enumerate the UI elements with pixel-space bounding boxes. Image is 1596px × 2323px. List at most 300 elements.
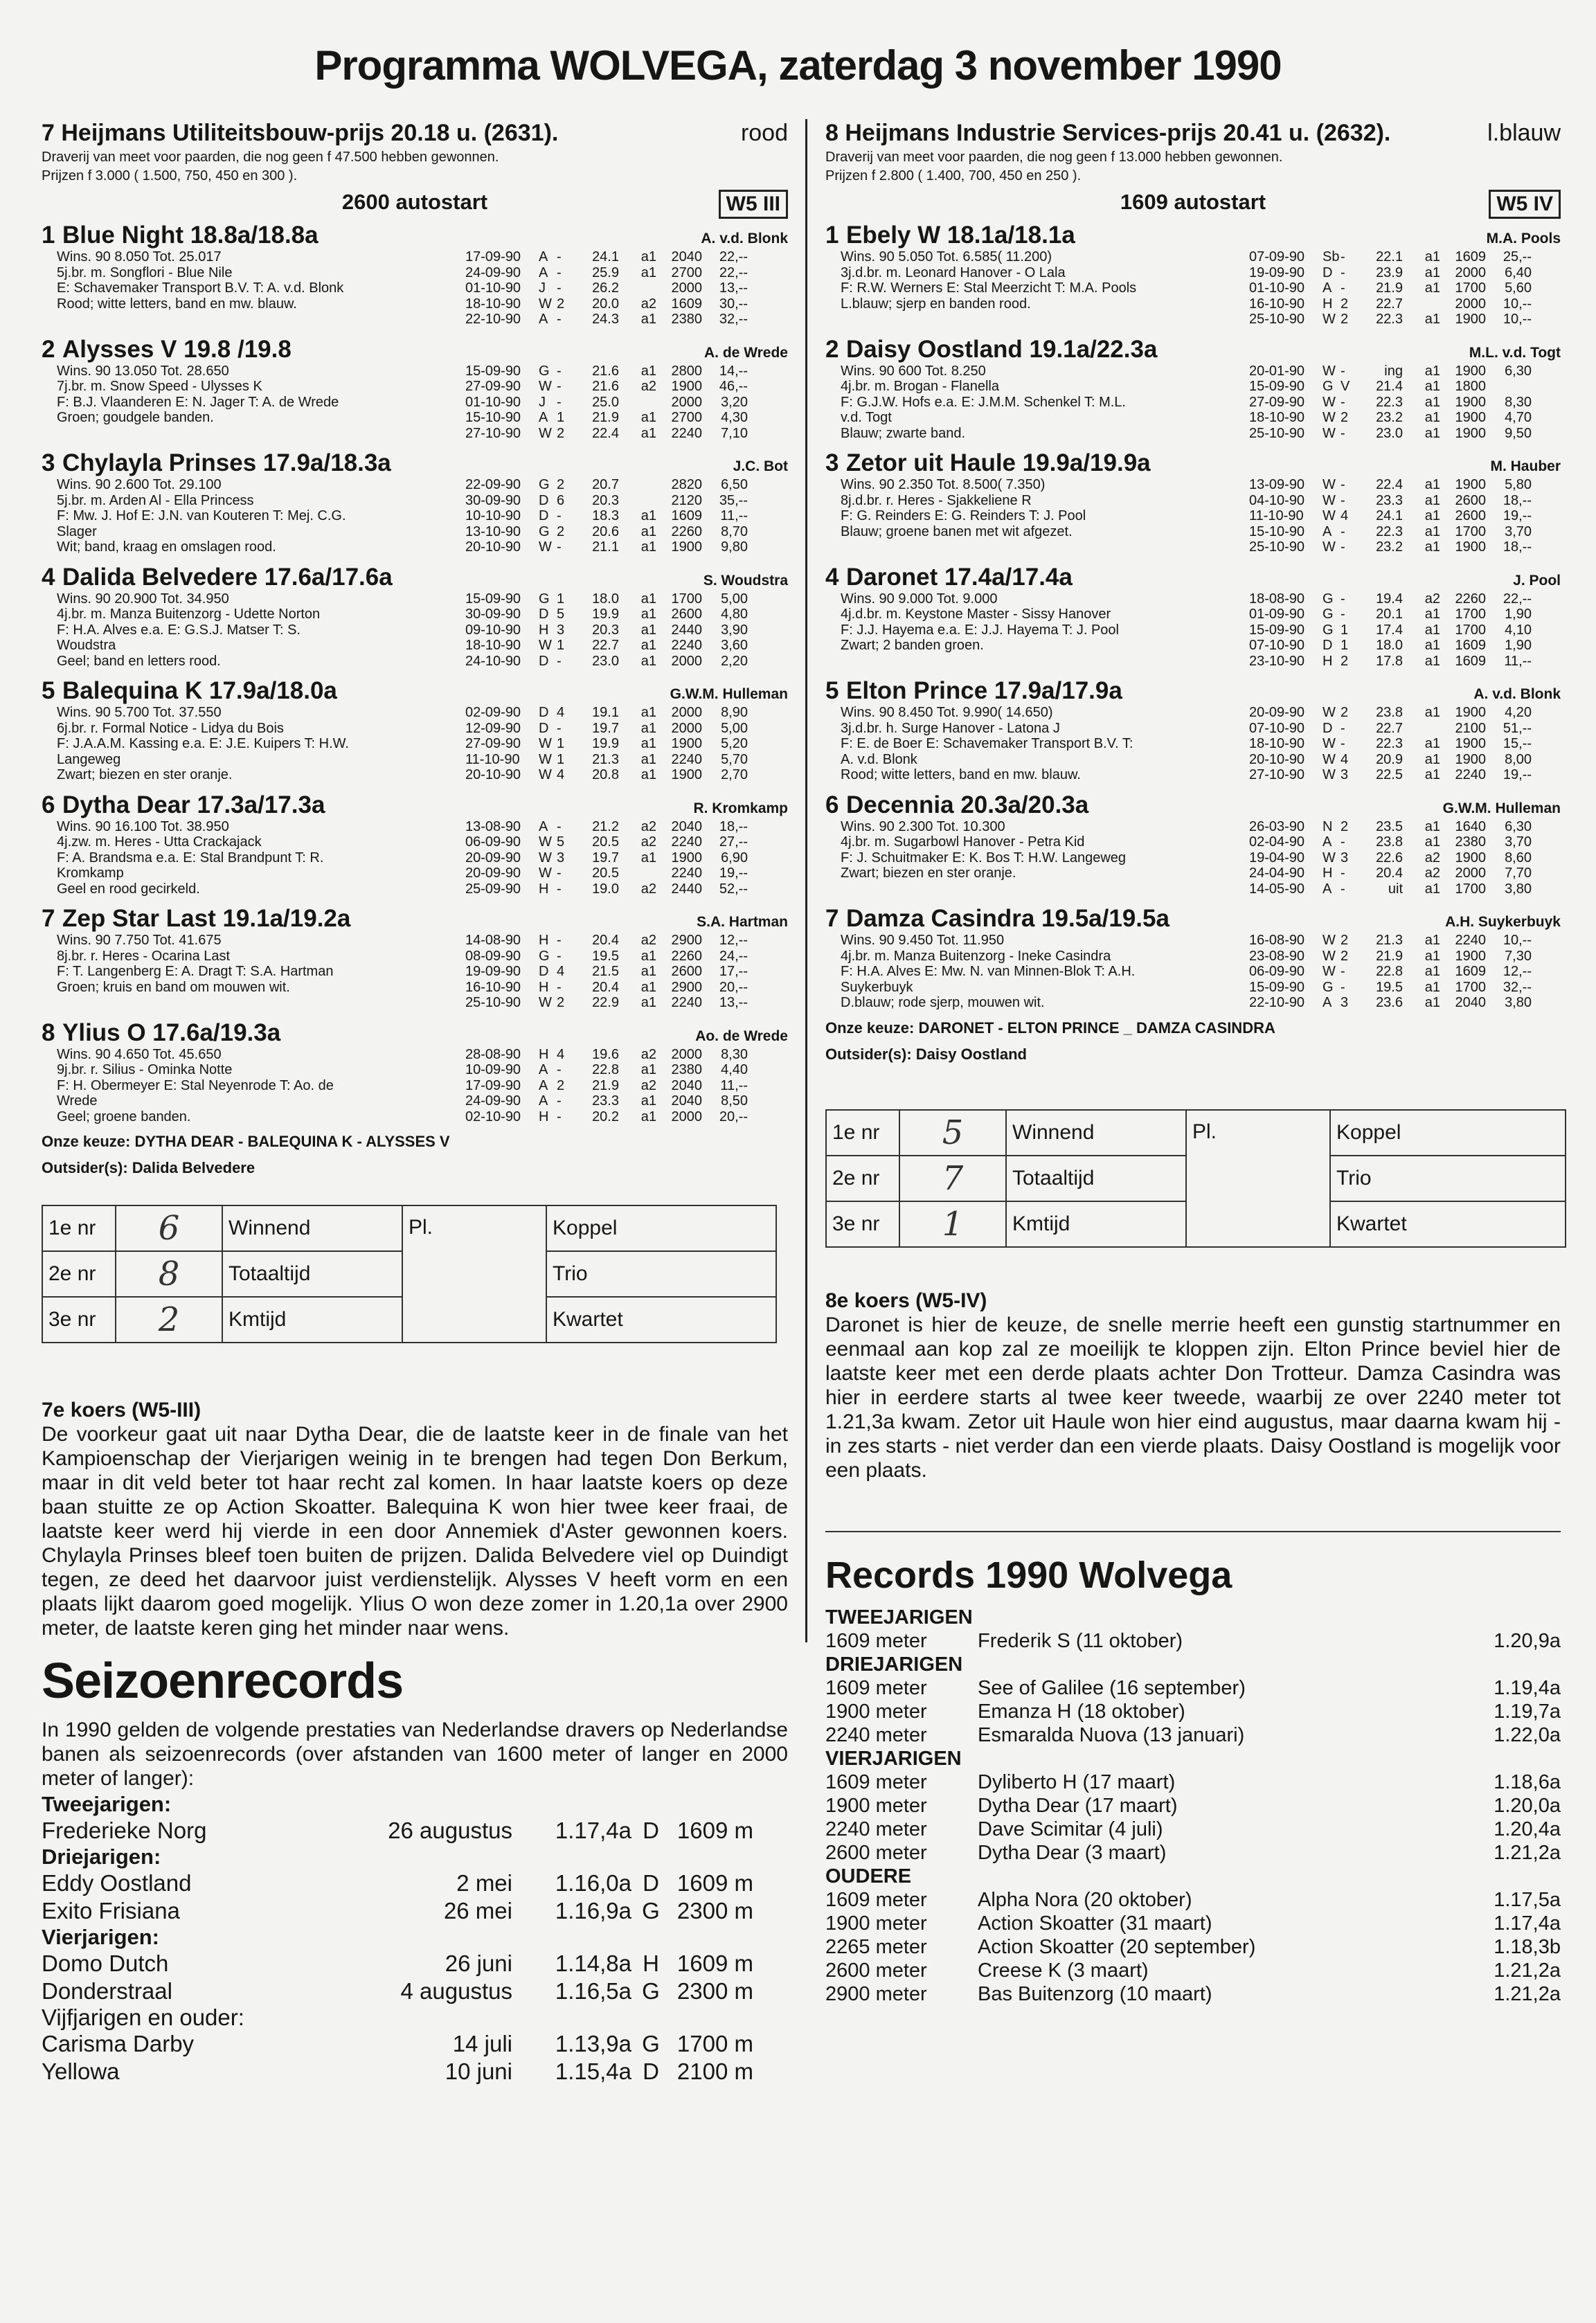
start-cell: 09-10-90: [465, 622, 521, 638]
horse-info-line: 5j.br. m. Arden Al - Ella Princess: [57, 492, 254, 508]
horse-info: [57, 1047, 465, 1125]
start-cell: a2: [640, 379, 656, 394]
start-cell: 24.1: [1376, 508, 1403, 523]
season-record-cell: 1609 m: [676, 1870, 753, 1896]
horse-number: 7: [42, 905, 55, 932]
start-cell: [1486, 379, 1532, 395]
horse-info-line: Wins. 90 5.700 Tot. 37.550: [57, 705, 222, 720]
start-cell: 22.3: [1376, 523, 1403, 539]
start-cell: 2240: [1455, 933, 1486, 948]
horse-entry: [42, 791, 788, 897]
start-cell: 11,--: [720, 508, 748, 523]
start-cell: a1: [640, 508, 656, 523]
start-cell: 2700: [671, 264, 702, 280]
start-cell: 2000: [1455, 296, 1486, 312]
start-cell: 23.9: [1376, 264, 1403, 280]
start-cell: a1: [640, 720, 656, 736]
start-cell: 07-10-90: [1249, 720, 1305, 736]
start-cell: 22.8: [592, 1062, 619, 1077]
start-cell: 21.9: [592, 410, 619, 425]
start-cell: 11,--: [720, 1077, 748, 1093]
start-cell: 19.7: [592, 850, 619, 865]
start-row: [1249, 995, 1561, 1011]
season-record-cell: G: [642, 1978, 660, 2004]
horse-info-line: E: Schavemaker Transport B.V. T: A. v.d. Blonk: [57, 280, 344, 296]
recent-starts: [1249, 477, 1561, 555]
start-cell: -: [557, 394, 562, 410]
record-category: Tweejarigen:: [42, 1792, 172, 1816]
season-record-cell: G: [642, 2031, 660, 2056]
start-cell: -: [1341, 539, 1345, 555]
horse-info-line: Wins. 90 5.050 Tot. 6.585( 11.200): [841, 249, 1052, 264]
start-cell: 06-09-90: [1249, 964, 1305, 979]
horse-info: [841, 819, 1249, 897]
start-cell: 18,--: [1503, 492, 1532, 508]
start-row: [1249, 395, 1561, 411]
start-row: [465, 1062, 788, 1078]
season-record-cell: D: [643, 1870, 659, 1896]
horse-info-line: D.blauw; rode sjerp, mouwen wit.: [841, 995, 1045, 1010]
start-cell: 30,--: [719, 296, 748, 312]
horse-info-line: Wins. 90 9.450 Tot. 11.950: [841, 933, 1005, 948]
start-row: [465, 410, 788, 426]
start-cell: 20.8: [592, 767, 619, 782]
start-cell: 22.8: [1376, 964, 1403, 979]
start-cell: [619, 395, 656, 411]
start-cell: G: [1322, 979, 1334, 995]
start-cell: a1: [640, 1093, 656, 1109]
start-cell: V: [1341, 379, 1350, 394]
start-cell: 2600: [1455, 492, 1486, 508]
bet-row: [42, 1205, 776, 1251]
start-row: [1249, 477, 1561, 493]
horse-name: [825, 677, 1122, 705]
start-cell: 10,--: [1503, 312, 1532, 327]
start-cell: 1: [1341, 638, 1349, 653]
horse-driver: M.A. Pools: [1486, 231, 1561, 246]
track-record-cell: 2265 meter: [825, 1935, 927, 1958]
horse-number: 2: [825, 335, 839, 363]
start-cell: W: [539, 539, 552, 555]
horse-number: 3: [825, 449, 839, 476]
start-cell: G: [539, 477, 550, 492]
start-cell: 18.0: [592, 591, 619, 607]
outsider: Outsider(s): Daisy Oostland: [825, 1045, 1027, 1063]
start-cell: H: [539, 933, 549, 948]
horse-info-line: F: R.W. Werners E: Stal Meerzicht T: M.A. Pools: [841, 280, 1137, 296]
start-cell: 32,--: [1503, 979, 1532, 995]
start-cell: W: [539, 850, 552, 865]
start-cell: 1900: [1455, 363, 1486, 379]
start-cell: 1,90: [1505, 607, 1532, 622]
track-record-row: [825, 1818, 1561, 1841]
start-cell: 6,30: [1505, 363, 1532, 379]
bet-type: Kmtijd: [1006, 1201, 1186, 1247]
start-cell: 30-09-90: [465, 607, 521, 622]
start-cell: 26-03-90: [1249, 818, 1305, 834]
horse-info: [841, 591, 1249, 670]
start-cell: a1: [640, 979, 656, 995]
start-cell: G: [539, 523, 550, 539]
start-cell: [619, 477, 656, 493]
start-cell: A: [1322, 995, 1332, 1010]
start-cell: 20-10-90: [1249, 751, 1305, 767]
start-row: [1249, 265, 1561, 281]
start-row: [465, 364, 788, 379]
start-cell: 8,50: [721, 1093, 748, 1109]
start-cell: H: [1322, 296, 1333, 312]
start-cell: 1700: [671, 591, 702, 607]
horse-header: [42, 905, 788, 933]
horse-info-line: Langeweg: [57, 751, 121, 767]
track-record-cell: 2900 meter: [825, 1982, 927, 2005]
start-cell: W: [1322, 363, 1336, 379]
track-record-cell: Dyliberto H (17 maart): [978, 1770, 1176, 1793]
horse-info-line: Wins. 90 9.000 Tot. 9.000: [841, 591, 998, 607]
horse-info-line: 6j.br. r. Formal Notice - Lidya du Bois: [57, 720, 284, 736]
start-row: [465, 607, 788, 622]
track-record-row: [825, 1794, 1561, 1818]
start-cell: 22.6: [1376, 850, 1403, 865]
start-cell: 25.0: [592, 394, 619, 410]
start-cell: A: [1322, 834, 1332, 850]
start-cell: 25-09-90: [465, 881, 521, 897]
season-record-cell: Yellowa: [42, 2059, 120, 2084]
track-record-cell: Action Skoatter (31 maart): [978, 1912, 1212, 1935]
recent-starts: [465, 1047, 788, 1125]
bet-form: [42, 1205, 777, 1343]
horse-info-line: Zwart; biezen en ster oranje.: [841, 865, 1016, 881]
start-cell: a1: [640, 607, 656, 622]
start-cell: D: [539, 607, 549, 622]
start-cell: a1: [1424, 312, 1440, 327]
start-cell: -: [1341, 736, 1345, 751]
horse-entry: [42, 222, 788, 328]
start-cell: 16-10-90: [465, 979, 521, 995]
start-cell: a1: [1424, 834, 1440, 850]
start-cell: [1403, 296, 1440, 312]
start-cell: W: [539, 638, 552, 653]
start-cell: 19-09-90: [465, 964, 521, 979]
start-cell: 2: [1341, 818, 1349, 834]
horse-info-line: F: J. Schuitmaker E: K. Bos T: H.W. Langeweg: [841, 850, 1127, 865]
start-cell: 18-10-90: [465, 296, 521, 312]
start-cell: 19.5: [1376, 979, 1403, 995]
start-cell: 27-10-90: [1249, 767, 1305, 782]
bet-place: Pl.: [1186, 1110, 1330, 1247]
horse-info: [841, 364, 1249, 442]
start-cell: 21.9: [1376, 280, 1403, 296]
horse-name-text: Blue Night 18.8a/18.8a: [62, 222, 319, 249]
start-row: [465, 819, 788, 835]
horse-name: [825, 564, 1073, 591]
start-cell: 02-10-90: [465, 1109, 521, 1124]
start-row: [465, 949, 788, 965]
start-cell: 2000: [671, 394, 702, 410]
start-cell: 14-05-90: [1249, 881, 1305, 897]
start-cell: 15-10-90: [465, 410, 521, 425]
start-cell: 2000: [671, 720, 702, 736]
bet-row: [826, 1110, 1566, 1156]
horse-info-line: Wins. 90 7.750 Tot. 41.675: [57, 933, 222, 948]
start-cell: 21.6: [592, 363, 619, 379]
recent-starts: [1249, 364, 1561, 442]
start-row: [1249, 539, 1561, 555]
horse-name: [42, 564, 393, 591]
race-name: 8 Heijmans Industrie Services-prijs 20.41 u. (2632).: [825, 120, 1391, 146]
start-cell: 4,40: [721, 1062, 748, 1077]
start-cell: 2260: [1455, 591, 1486, 607]
start-cell: 27-09-90: [1249, 394, 1305, 410]
track-record-cell: Esmaralda Nuova (13 januari): [978, 1723, 1245, 1746]
start-cell: 19.5: [592, 948, 619, 964]
start-cell: 23.0: [1376, 425, 1403, 441]
horse-header: [42, 449, 788, 477]
start-cell: 46,--: [719, 379, 748, 394]
horse-info-line: Wins. 90 2.350 Tot. 8.500( 7.350): [841, 477, 1046, 492]
start-cell: 26.2: [592, 280, 619, 296]
start-cell: 4: [1341, 751, 1349, 767]
start-cell: 10-09-90: [465, 1062, 521, 1077]
start-cell: 22-10-90: [1249, 995, 1305, 1010]
start-cell: 1700: [1455, 607, 1486, 622]
start-cell: 27-10-90: [465, 425, 521, 441]
start-cell: a1: [640, 523, 656, 539]
start-cell: [619, 280, 656, 296]
season-record-cell: H: [643, 1950, 659, 1976]
start-cell: a1: [1424, 881, 1440, 897]
start-cell: 3: [1341, 995, 1349, 1010]
start-cell: 1: [557, 736, 565, 751]
start-row: [465, 477, 788, 493]
start-cell: 22.5: [1376, 767, 1403, 782]
start-cell: -: [557, 1109, 562, 1124]
start-cell: W: [1322, 948, 1336, 964]
track-record-cell: 2240 meter: [825, 1818, 927, 1840]
horse-number: 8: [42, 1019, 55, 1046]
record-category: Vierjarigen:: [42, 1925, 160, 1949]
start-cell: 17.8: [1376, 653, 1403, 669]
start-cell: 20-09-90: [1249, 705, 1305, 720]
track-record-cell: Bas Buitenzorg (10 maart): [978, 1982, 1212, 2005]
start-row: [1249, 379, 1561, 395]
horse-info-line: F: G.J.W. Hofs e.a. E: J.M.M. Schenkel T: M.L.: [841, 394, 1126, 410]
bet-handwritten-number: 2: [116, 1297, 222, 1343]
start-row: [1249, 426, 1561, 442]
start-row: [1249, 622, 1561, 638]
start-cell: 4: [557, 767, 565, 782]
horse-header: [825, 791, 1561, 819]
start-cell: 21.4: [1376, 379, 1403, 394]
start-cell: 2: [1341, 948, 1349, 964]
horse-info-line: 4j.br. m. Manza Buitenzorg - Ineke Casindra: [841, 948, 1111, 964]
start-cell: 3: [1341, 850, 1349, 865]
recent-starts: [1249, 249, 1561, 328]
horse-body: [57, 477, 788, 555]
start-cell: W: [1322, 767, 1336, 782]
horse-entry: [825, 449, 1561, 555]
start-cell: 11-10-90: [465, 751, 520, 767]
start-cell: 20.3: [592, 622, 619, 638]
outsider: Outsider(s): Dalida Belvedere: [42, 1159, 255, 1176]
horse-info-line: F: T. Langenberg E: A. Dragt T: S.A. Hartman: [57, 964, 334, 979]
start-cell: 2380: [1455, 834, 1486, 850]
start-cell: -: [557, 865, 562, 881]
race-7-column: [42, 119, 788, 2086]
track-record-cell: Alpha Nora (20 oktober): [978, 1888, 1192, 1911]
start-cell: 18-08-90: [1249, 591, 1305, 607]
start-cell: 3,80: [1505, 881, 1532, 897]
horse-body: [57, 364, 788, 442]
start-cell: 2800: [671, 363, 702, 379]
start-cell: 2: [557, 425, 565, 441]
race-title: [825, 119, 1561, 147]
start-cell: 5,00: [721, 591, 748, 607]
start-cell: 2900: [671, 933, 702, 948]
start-row: [465, 995, 788, 1011]
bet-position: 2e nr: [42, 1251, 116, 1297]
start-row: [1249, 736, 1561, 752]
start-cell: 15-09-90: [465, 363, 521, 379]
horse-info-line: 4j.br. m. Manza Buitenzorg - Udette Norton: [57, 607, 321, 622]
start-cell: W: [1322, 425, 1336, 441]
start-row: [465, 865, 788, 881]
start-cell: -: [557, 508, 562, 523]
horse-name-text: Balequina K 17.9a/18.0a: [62, 677, 337, 704]
start-cell: D: [539, 720, 549, 736]
horse-number: 4: [42, 563, 55, 591]
horse-info: [57, 249, 465, 328]
start-cell: H: [1322, 865, 1333, 881]
start-cell: 18-10-90: [465, 638, 521, 653]
start-cell: 27-09-90: [465, 379, 521, 394]
horse-info-line: Blauw; zwarte band.: [841, 425, 966, 441]
start-cell: -: [1341, 834, 1345, 850]
start-cell: a1: [1424, 280, 1440, 296]
start-cell: A: [1322, 881, 1332, 897]
analysis-heading: 7e koers (W5-III): [42, 1399, 201, 1421]
horse-name-text: Decennia 20.3a/20.3a: [846, 791, 1089, 818]
start-cell: a2: [640, 818, 656, 834]
start-row: [1249, 591, 1561, 607]
horse-body: [57, 1047, 788, 1125]
start-cell: -: [557, 280, 562, 296]
horse-name: [42, 1019, 280, 1047]
start-cell: [619, 493, 656, 509]
start-cell: 24.3: [592, 312, 619, 327]
start-cell: 8,30: [1505, 394, 1532, 410]
horse-info-line: Geel; groene banden.: [57, 1109, 191, 1124]
start-cell: 8,30: [721, 1046, 748, 1062]
start-cell: 12-09-90: [465, 720, 521, 736]
start-cell: 1900: [671, 850, 702, 865]
start-cell: W: [1322, 850, 1336, 865]
start-cell: 3,80: [1505, 995, 1532, 1010]
start-cell: 22.3: [1376, 394, 1403, 410]
start-cell: G: [539, 591, 550, 607]
start-row: [1249, 933, 1561, 949]
horse-entry: [42, 1019, 788, 1125]
horse-header: [42, 1019, 788, 1047]
start-cell: 2040: [671, 1077, 702, 1093]
start-row: [465, 312, 788, 328]
season-record-cell: 14 juli: [452, 2031, 512, 2056]
horse-body: [841, 819, 1561, 897]
start-cell: 21.2: [592, 818, 619, 834]
season-record-cell: 1609 m: [676, 1950, 753, 1976]
horse-body: [57, 705, 788, 783]
start-cell: 13-09-90: [1249, 477, 1305, 492]
start-cell: H: [539, 622, 549, 638]
track-record-cell: 1609 meter: [825, 1676, 927, 1699]
start-cell: 2380: [671, 1062, 702, 1077]
start-cell: N: [1322, 818, 1333, 834]
start-cell: a2: [640, 881, 656, 897]
horse-info: [57, 364, 465, 442]
start-row: [465, 508, 788, 524]
record-age-group: DRIEJARIGEN: [825, 1653, 963, 1676]
start-cell: 18.3: [592, 508, 619, 523]
horse-name-text: Daisy Oostland 19.1a/22.3a: [846, 335, 1158, 363]
start-cell: a2: [640, 296, 656, 312]
start-cell: 14,--: [719, 363, 748, 379]
start-row: [1249, 752, 1561, 768]
horse-number: 3: [42, 449, 55, 476]
start-cell: a1: [1424, 394, 1440, 410]
separator-rule: [825, 1531, 1561, 1532]
start-cell: a1: [1424, 425, 1440, 441]
start-cell: 1900: [1455, 736, 1486, 751]
start-cell: 19,--: [1503, 767, 1532, 782]
horse-info-line: Kromkamp: [57, 865, 124, 881]
horse-header: [825, 564, 1561, 591]
start-cell: 08-09-90: [465, 948, 521, 964]
start-cell: a1: [1424, 379, 1440, 394]
track-record-row: [825, 1700, 1561, 1723]
horse-number: 1: [42, 222, 55, 249]
horse-header: [825, 222, 1561, 249]
horse-number: 5: [825, 677, 839, 704]
start-cell: 2: [557, 523, 565, 539]
season-record-cell: 26 augustus: [388, 1818, 512, 1843]
seizoenrecords-section: [42, 1651, 788, 2086]
start-cell: a1: [640, 1062, 656, 1077]
start-cell: 1609: [671, 296, 702, 312]
start-cell: 2: [557, 477, 565, 492]
start-cell: 04-10-90: [1249, 492, 1305, 508]
start-cell: 25-10-90: [1249, 425, 1305, 441]
track-record-cell: 1.18,3b: [1494, 1935, 1561, 1958]
start-row: [1249, 296, 1561, 312]
horse-info-line: Zwart; biezen en ster oranje.: [57, 767, 233, 782]
bet-form: [825, 1109, 1566, 1248]
start-cell: 19.7: [592, 720, 619, 736]
track-record-row: [825, 1959, 1561, 1982]
track-record-cell: Dave Scimitar (4 juli): [978, 1818, 1163, 1840]
start-cell: 13-08-90: [465, 818, 521, 834]
horse-header: [42, 791, 788, 819]
start-cell: 27-09-90: [465, 736, 521, 751]
start-row: [465, 265, 788, 281]
track-record-cell: 1.19,7a: [1494, 1700, 1561, 1723]
horse-info-line: 8j.d.br. r. Heres - Sjakkeliene R: [841, 492, 1032, 508]
start-cell: 2: [1341, 705, 1349, 720]
start-cell: 4: [557, 1046, 565, 1062]
start-cell: 22.1: [1376, 249, 1403, 264]
horse-header: [42, 222, 788, 249]
start-cell: 19.9: [592, 736, 619, 751]
start-cell: 2000: [1455, 264, 1486, 280]
